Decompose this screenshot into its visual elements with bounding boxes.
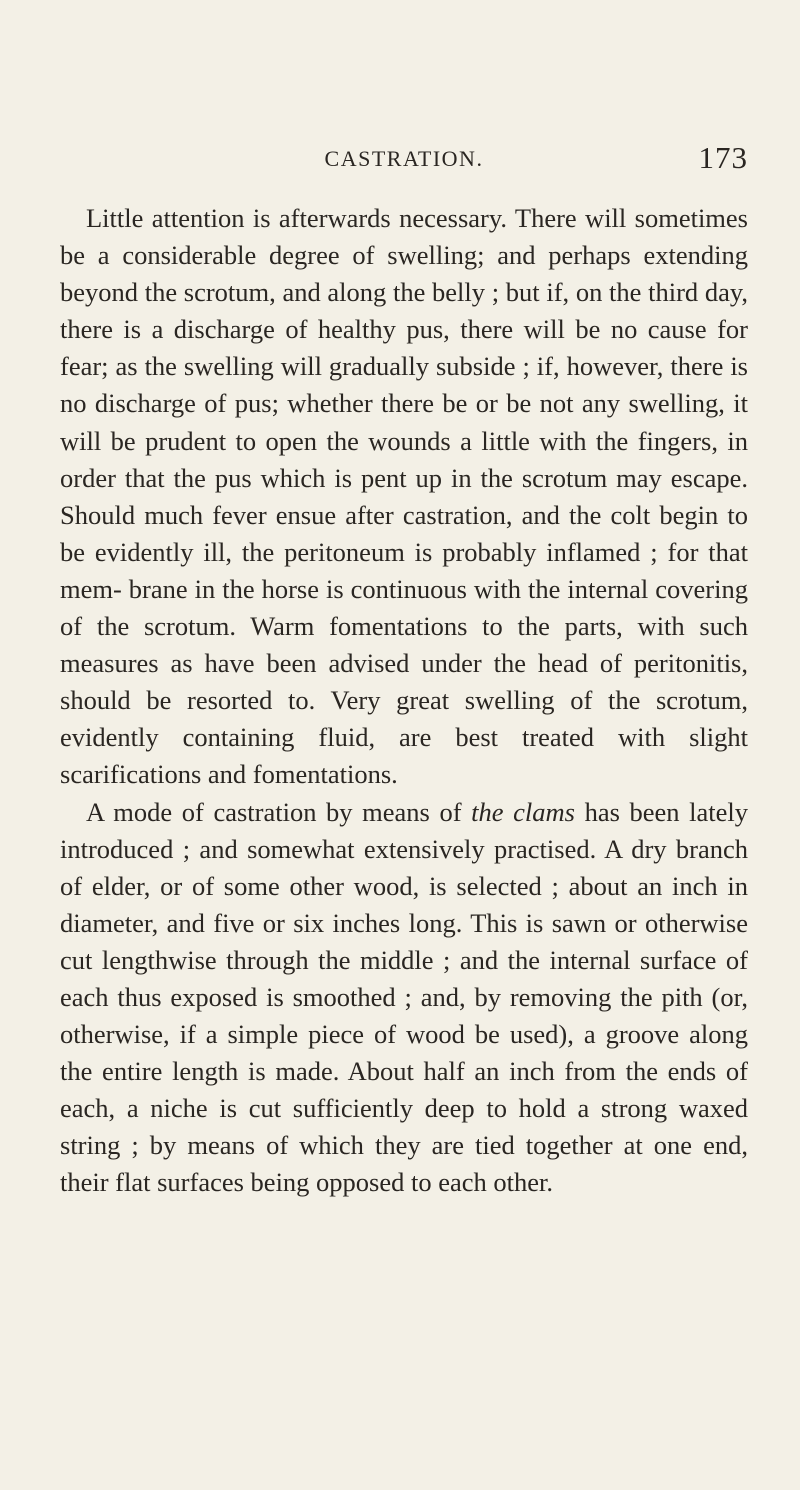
paragraph-text-after-emphasis: has been lately introduced ; and somewhat extensively practised. A dry branch of elder, or of some other wood, is selected ; about an inch in diameter, and five or six inches long. This is sawn or otherwise cut lengthwise through the middle ; and the internal surface of each thus exposed is smoothed ; and, by removing the pith (or, otherwise, if a simple piece of wood be used), a groove along the entire length is made. About half an inch from the ends of each, a niche is cut sufficiently deep to hold a strong waxed string ; by means of which they are tied together at one end, their flat surfaces being opposed to each other. bbox=[60, 796, 748, 1198]
running-head bbox=[60, 140, 748, 180]
paragraph-aftercare: Little attention is afterwards necessary. There will sometimes be a considerable degree of swelling; and perhaps extending beyond the scrotum, and along the belly ; but if, on the third day, there is a discharge of healthy pus, there will be no cause for fear; as the swelling will gradually subside ; if, however, there is no discharge of pus; whether there be or be not any swelling, it will be prudent to open the wounds a little with the fingers, in order that the pus which is pent up in the scrotum may escape. Should much fever ensue after castration, and the colt begin to be evidently ill, the peritoneum is probably inflamed ; for that mem- brane in the horse is continuous with the internal covering of the scrotum. Warm fomentations to the parts, with such measures as have been advised under the head of peritonitis, should be resorted to. Very great swelling of the scrotum, evidently containing fluid, are best treated with slight scarifications and fomentations. bbox=[60, 203, 748, 790]
paragraph-text-before-emphasis: A mode of castration by means of bbox=[86, 796, 472, 827]
paragraph-clams-method bbox=[60, 794, 748, 1202]
emphasis-the-clams: the clams bbox=[471, 796, 575, 827]
running-title: CASTRATION. bbox=[324, 146, 484, 171]
page-number: 173 bbox=[698, 140, 748, 175]
body-text bbox=[60, 200, 748, 1202]
